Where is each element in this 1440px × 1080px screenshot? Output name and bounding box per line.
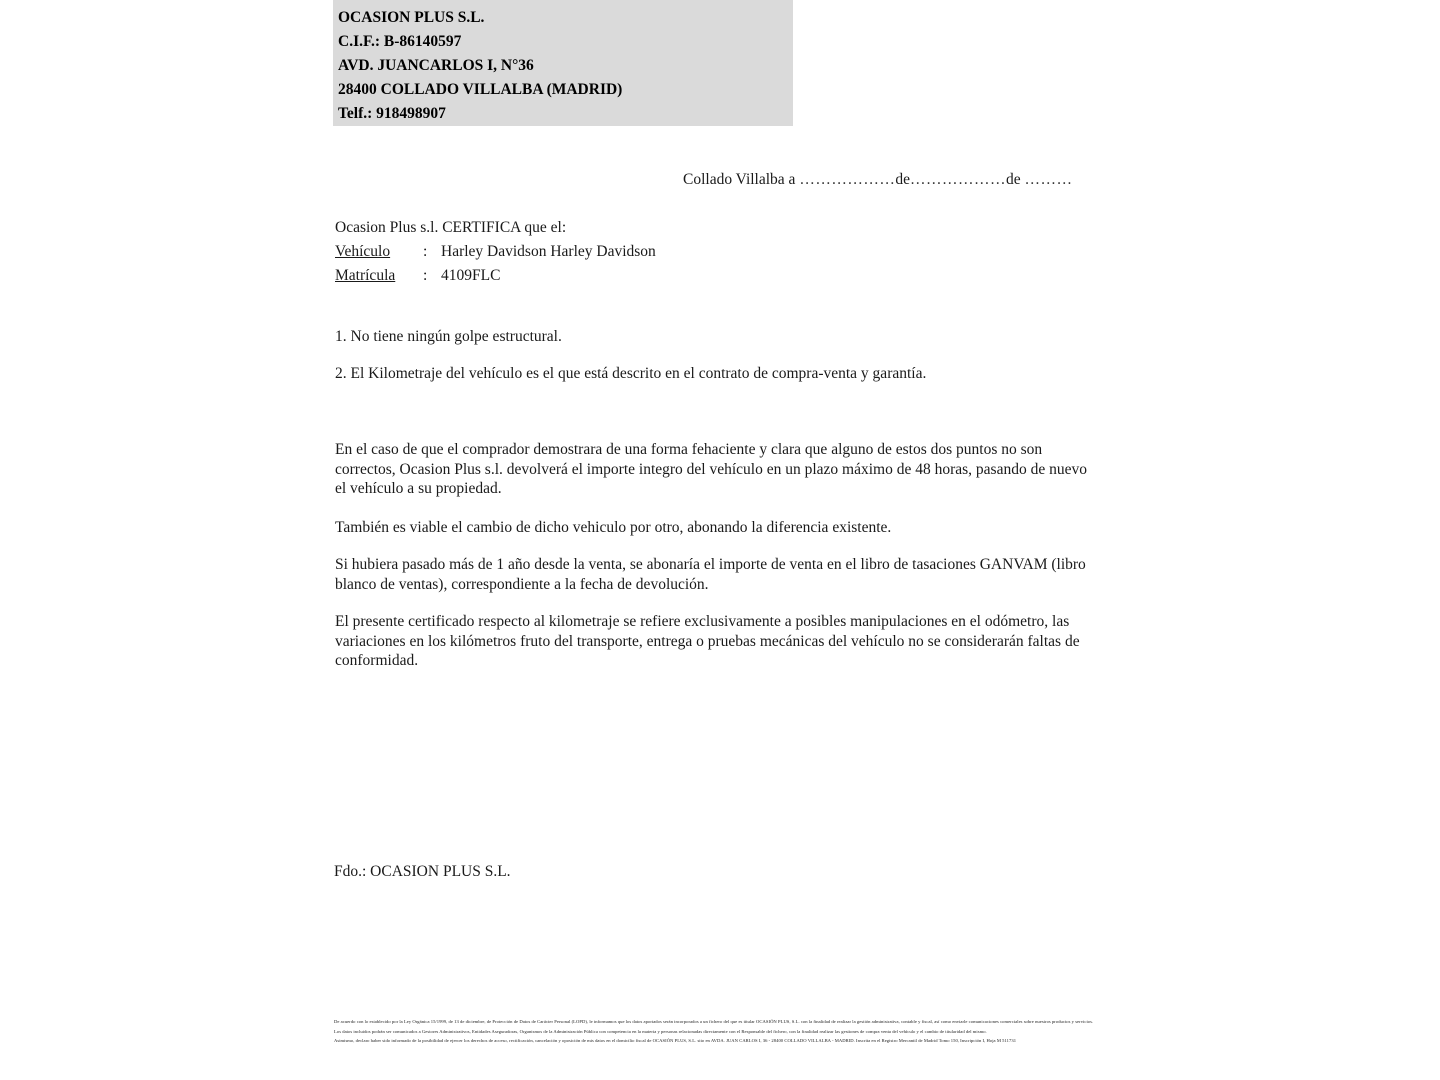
point-2: 2. El Kilometraje del vehículo es el que está descrito en el contrato de compra-venta y garantía. <box>335 365 927 382</box>
date-line-prefix: Collado Villalba a <box>683 171 796 188</box>
date-month-blank: ……………… <box>909 171 1006 188</box>
company-cif: C.I.F.: B-86140597 <box>338 33 462 50</box>
company-phone: Telf.: 918498907 <box>338 105 446 122</box>
company-address: AVD. JUANCARLOS I, N°36 <box>338 57 534 74</box>
paragraph-refund: En el caso de que el comprador demostrara de una forma fehaciente y clara que alguno de estos dos puntos no son correctos, Ocasion Plus s.l. devolverá el importe integro del vehículo en un plazo máximo de 48 horas, pasando de nuevo el vehículo a su propiedad. <box>335 441 1087 498</box>
plate-row <box>335 264 500 288</box>
vehicle-value: Harley Davidson Harley Davidson <box>441 243 656 260</box>
company-city: 28400 COLLADO VILLALBA (MADRID) <box>338 81 623 98</box>
paragraph-odometer: El presente certificado respecto al kilometraje se refiere exclusivamente a posibles manipulaciones en el odómetro, las variaciones en los kilómetros fruto del transporte, entrega o pruebas mecánicas del vehículo no se considerarán faltas de conformidad. <box>335 613 1080 670</box>
company-name: OCASION PLUS S.L. <box>338 9 485 26</box>
plate-value: 4109FLC <box>441 267 501 284</box>
certifies-intro: Ocasion Plus s.l. CERTIFICA que el: <box>335 219 567 236</box>
plate-label: Matrícula <box>335 267 396 284</box>
paragraph-ganvam: Si hubiera pasado más de 1 año desde la venta, se abonaría el importe de venta en el libro de tasaciones GANVAM (libro blanco de ventas), correspondiente a la fecha de devolución. <box>335 556 1086 593</box>
legal-paragraph-1: De acuerdo con lo establecido por la Ley Orgánica 15/1999, de 13 de diciembre, de Protección de Datos de Carácter Personal (LOPD), le informamos que los datos aportados serán incorporados a un fichero del que es titular OCASIÓN PLUS, S.L. con la finalidad de realizar la gestión administrativa, contable y fiscal, así como enviarle comunicaciones comerciales sobre nuestros productos y servicios. <box>334 1019 1094 1024</box>
date-de-2: de <box>1005 171 1021 188</box>
plate-separator: : <box>423 267 428 284</box>
date-de-1: de <box>895 171 910 188</box>
vehicle-row <box>335 240 656 264</box>
date-year-blank: ……… <box>1024 171 1073 188</box>
legal-paragraph-3: Asimismo, declaro haber sido informado de la posibilidad de ejercer los derechos de acceso, rectificación, cancelación y oposición de mis datos en el domicilio fiscal de OCASIÓN PLUS, S.L. sito en AVDA. JUAN CARLOS I, 36 - 28400 COLLADO VILLALBA - MADRID. Inscrita en el Registro Mercantil de Madrid Tomo 150, Inscripción I, Hoja M 511731 <box>334 1038 1017 1044</box>
company-header-box <box>333 0 793 126</box>
point-1: 1. No tiene ningún golpe estructural. <box>335 328 562 345</box>
vehicle-label: Vehículo <box>335 243 391 260</box>
paragraph-exchange: También es viable el cambio de dicho vehiculo por otro, abonando la diferencia existente. <box>335 519 892 536</box>
legal-paragraph-2: Los datos incluidos podrán ser comunicados a Gestores Administrativos, Entidades Aseguradoras, Organismos de la Administración Pública con competencia en la materia y personas relacionadas directamente con el Responsable del fichero, con la finalidad realizar las gestiones de compra venta del vehículo y el cambio de titularidad del mismo. <box>334 1028 987 1034</box>
vehicle-separator: : <box>423 243 428 260</box>
date-day-blank: ……………… <box>799 171 896 188</box>
date-line <box>683 171 1072 189</box>
legal-fine-print <box>334 1018 1104 1047</box>
signature-line: Fdo.: OCASION PLUS S.L. <box>334 863 511 880</box>
